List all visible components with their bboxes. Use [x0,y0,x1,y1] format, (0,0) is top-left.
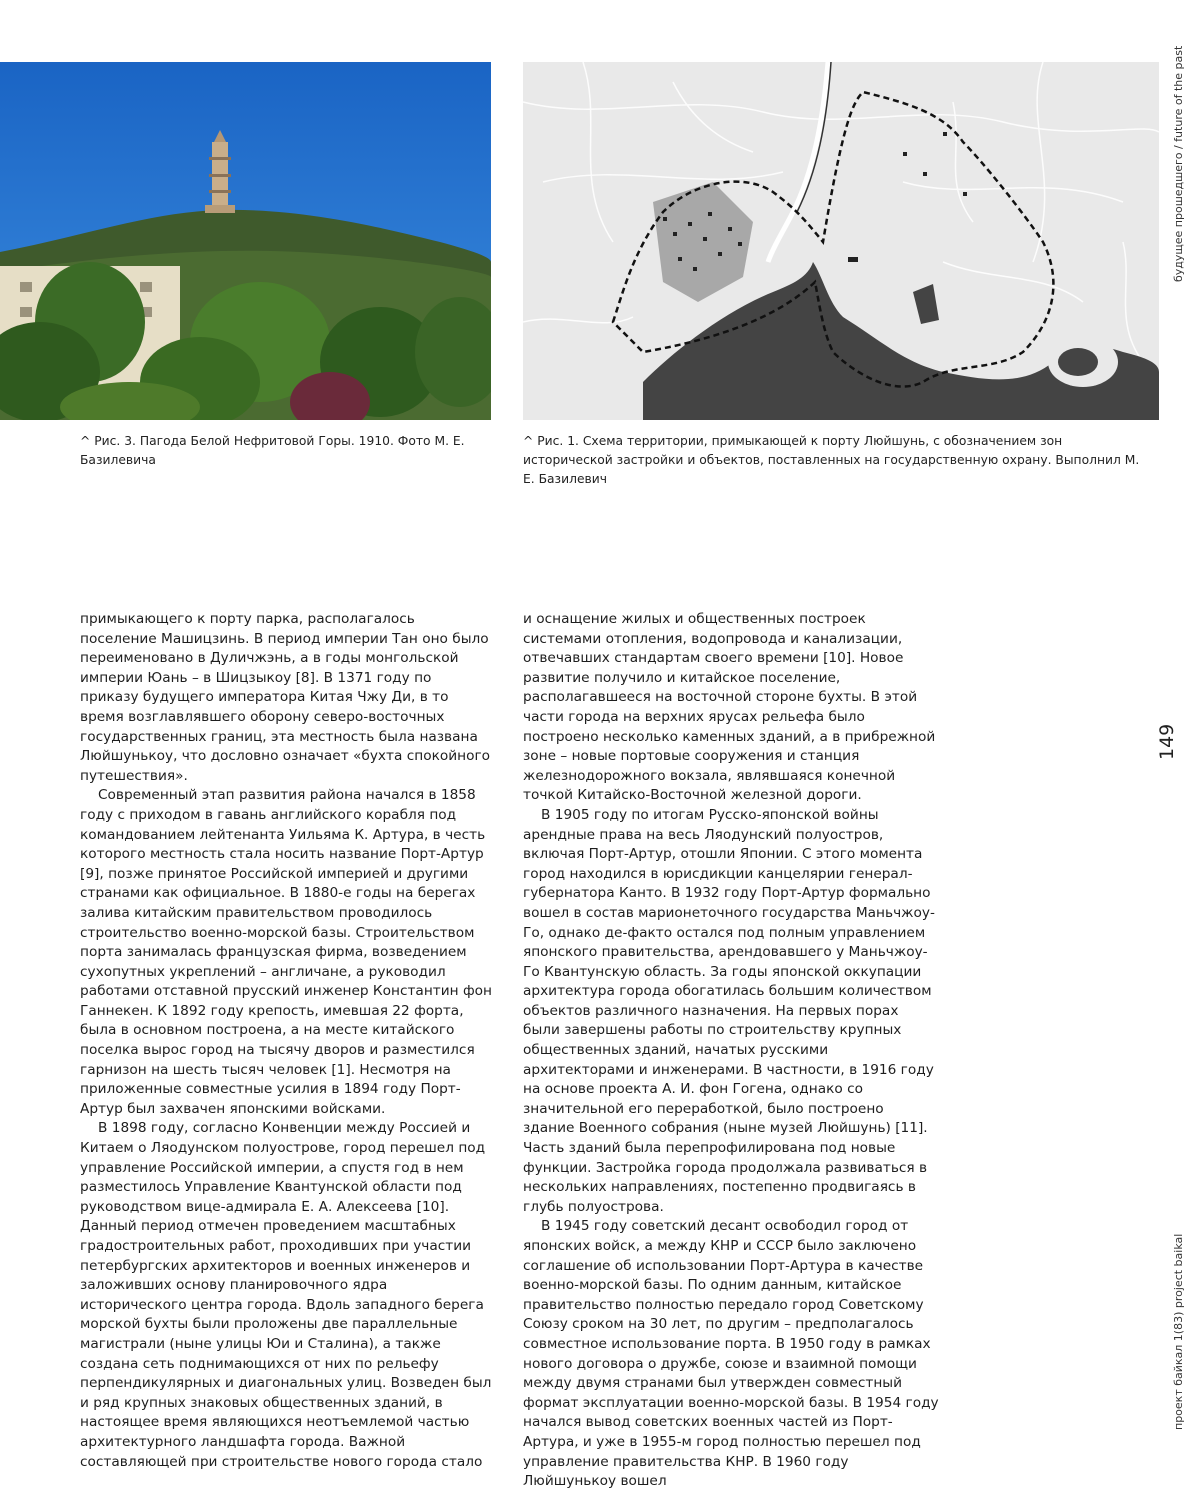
photo-caption: ^ Рис. 3. Пагода Белой Нефритовой Горы. 1910. Фото М. Е. Базилевича [80,434,465,467]
territory-map [523,62,1159,420]
pagoda-photo-icon [0,62,491,420]
issue-label: проект байкал 1(83) project baikal [1172,1233,1185,1430]
pagoda-photo [0,62,491,420]
section-title: будущее прошедшего / future of the past [1172,45,1185,282]
territory-map-icon [523,62,1159,420]
text-column-right [523,610,939,1492]
text-column-left [80,610,494,1472]
map-caption: ^ Рис. 1. Схема территории, примыкающей к порту Люйшунь, с обозначением зон исторической застройки и объектов, поставленных на государственную охрану. Выполнил М. Е. Базилевич [523,434,1140,486]
paragraph: и оснащение жилых и общественных построек системами отопления, водопровода и канализации, отвечавших стандартам своего времени [10]. Новое развитие получило и китайское поселение, располагавшееся на восточной стороне бухты. В этой части города на верхних ярусах рельефа было построено несколько каменных зданий, а в прибрежной зоне – новые портовые сооружения и станция железнодорожного вокзала, являвшаяся конечной точкой Китайско-Восточной железной дороги. [523,611,936,804]
paragraph: В 1905 году по итогам Русско-японской войны арендные права на весь Ляодунский полуостров, включая Порт-Артур, отошли Японии. С этого момента город находился в юрисдикции канцелярии генерал-губернатора Канто. В 1932 году Порт-Артур формально вошел в состав марионеточного государства Маньчжоу-Го, однако де-факто остался под полным управлением японского правительства, арендовавшего у Маньчжоу-Го Квантунскую область. За годы японской оккупации архитектура города обогатилась большим количеством объектов различного назначения. На первых порах были завершены работы по строительству крупных общественных зданий, начатых русскими архитекторами и инженерами. В частности, в 1916 году на основе проекта А. И. фон Гогена, однако со значительной его переработкой, было построено здание Военного собрания (ныне музей Люйшунь) [11]. Часть зданий была перепрофилирована под новые функции. Застройка города продолжала развиваться в нескольких направлениях, постепенно продвигаясь в глубь полуострова. [523,806,935,1215]
page-number: 149 [1156,723,1178,760]
paragraph: Современный этап развития района начался в 1858 году с приходом в гавань английского корабля под командованием лейтенанта Уильяма К. Артура, в честь которого местность стала носить название Порт-Артур [9], позже принятое Российской империей и другими странами как официальное. В 1880-е годы на берегах залива китайским правительством проводилось строительство военно-морской базы. Строительством порта занималась французская фирма, возведением сухопутных укреплений – англичане, а руководил работами отставной прусский инженер Константин фон Ганнекен. К 1892 году крепость, имевшая 22 форта, была в основном построена, а на месте китайского поселка вырос город на тысячу дворов и разместился гарнизон на шесть тысяч человек [1]. Несмотря на приложенные совместные усилия в 1894 году Порт-Артур был захвачен японскими войсками. [80,787,492,1117]
paragraph: В 1945 году советский десант освободил город от японских войск, а между КНР и СССР было заключено соглашение об использовании Порт-Артура в качестве военно-морской базы. По одним данным, китайское правительство полностью передало город Советскому Союзу сроком на 30 лет, по другим – предполагалось совместное использование порта. В 1950 году в рамках нового договора о дружбе, союзе и взаимной помощи между двумя странами был утвержден совместный формат эксплуатации военно-морской базы. В 1954 году начался вывод советских военных частей из Порт-Артура, и уже в 1955-м город полностью перешел под управление правительства КНР. В 1960 году Люйшунькоу вошел [523,1218,939,1490]
paragraph: В 1898 году, согласно Конвенции между Россией и Китаем о Ляодунском полуострове, город перешел под управление Российской империи, а спустя год в нем разместилось Управление Квантунской области под руководством вице-адмирала Е. А. Алексеева [10]. Данный период отмечен проведением масштабных градостроительных работ, проходивших при участии петербургских архитекторов и военных инженеров и заложивших основу планировочного ядра исторического центра города. Вдоль западного берега морской бухты были проложены две параллельные магистрали (ныне улицы Юи и Сталина), а также создана сеть поднимающихся от них по рельефу перпендикулярных и диагональных улиц. Возведен был и ряд крупных знаковых общественных зданий, в настоящее время являющихся неотъемлемой частью архитектурного ландшафта города. Важной составляющей при строительстве нового города стало [80,1120,492,1470]
paragraph: примыкающего к порту парка, располагалось поселение Машицзинь. В период империи Тан оно было переименовано в Дуличжэнь, а в годы монгольской империи Юань – в Шицзыкоу [8]. В 1371 году по приказу будущего императора Китая Чжу Ди, в то время возглавлявшего оборону северо-восточных государственных границ, эта местность была названа Люйшунькоу, что дословно означает «бухта спокойного путешествия». [80,611,491,784]
